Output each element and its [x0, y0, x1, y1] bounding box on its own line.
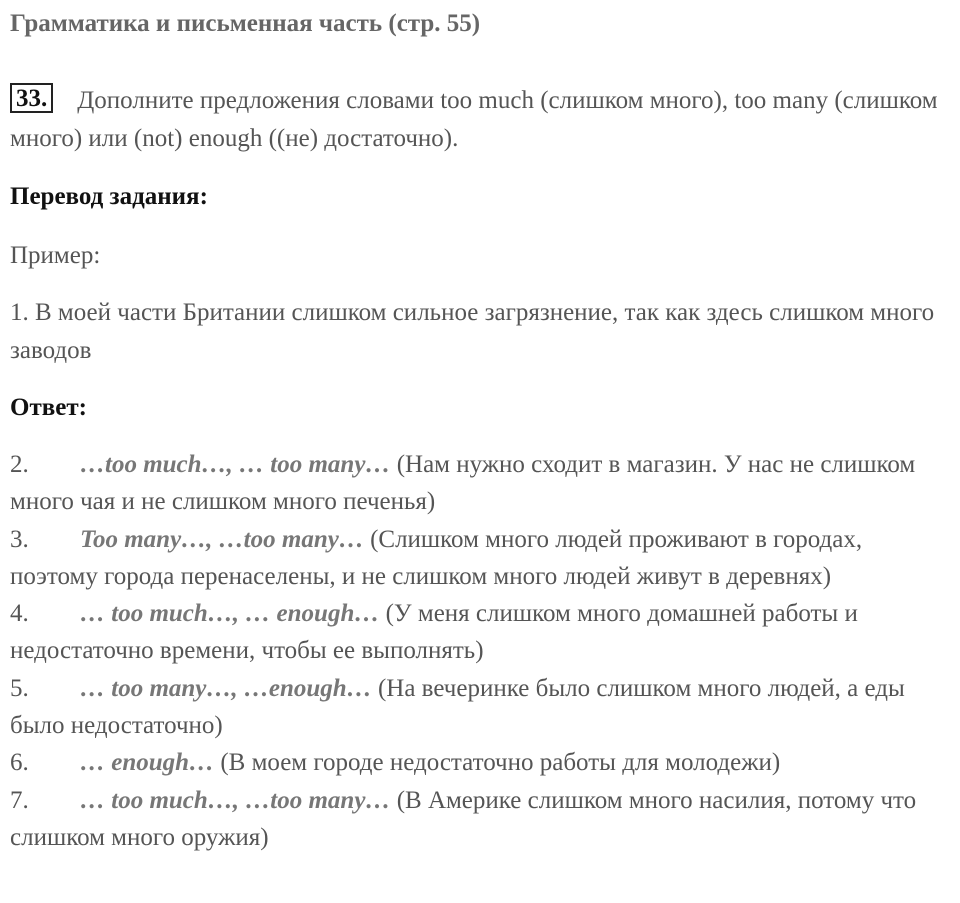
task-block	[10, 82, 950, 158]
answer-translation: (В моем городе недостаточно работы для молодежи)	[214, 749, 781, 777]
answer-number: 6.	[10, 749, 29, 777]
answer-item	[10, 521, 950, 596]
translation-heading: Перевод задания:	[10, 183, 208, 210]
answer-list	[10, 446, 950, 856]
answer-key-phrase: … too much…, … enough…	[80, 600, 380, 628]
example-text: 1. В моей части Британии слишком сильное загрязнение, так как здесь слишком много заводов	[10, 299, 935, 364]
task-instruction: Дополните предложения словами too much (слишком много), too many (слишком много) или (not) enough ((не) достаточно).	[10, 87, 938, 152]
answer-item	[10, 446, 950, 521]
task-number-badge: 33.	[10, 83, 53, 113]
answer-key-phrase: … too many…, …enough…	[80, 674, 372, 702]
answer-heading: Ответ:	[10, 394, 87, 421]
answer-item	[10, 782, 950, 857]
answer-number: 4.	[10, 600, 29, 628]
answer-key-phrase: …too much…, … too many…	[80, 451, 391, 478]
answer-translation: (Нам нужно сходит в магазин. У нас не слишком много чая и не слишком много печенья)	[10, 451, 916, 516]
answer-key-phrase: … enough…	[80, 749, 215, 777]
section-title: Грамматика и письменная часть (стр. 55)	[10, 10, 481, 37]
answer-number: 3.	[10, 525, 29, 553]
answer-key-phrase: Too many…, …too many…	[80, 525, 364, 553]
answer-item	[10, 595, 950, 670]
answer-item	[10, 670, 950, 745]
answer-translation: (Слишком много людей проживают в городах, поэтому города перенаселены, и не слишком много людей живут в деревнях)	[10, 525, 863, 590]
answer-translation: (На вечеринке было слишком много людей, а еды было недостаточно)	[10, 674, 905, 740]
answer-number: 2.	[10, 451, 29, 478]
answer-key-phrase: … too much…, …too many…	[80, 786, 391, 814]
answer-translation: (В Америке слишком много насилия, потому что слишком много оружия)	[10, 786, 917, 851]
answer-translation: (У меня слишком много домашней работы и недостаточно времени, чтобы ее выполнять)	[10, 600, 858, 665]
answer-number: 5.	[10, 674, 29, 702]
answer-item	[10, 744, 950, 781]
example-label: Пример:	[10, 242, 101, 269]
answer-number: 7.	[10, 786, 29, 814]
